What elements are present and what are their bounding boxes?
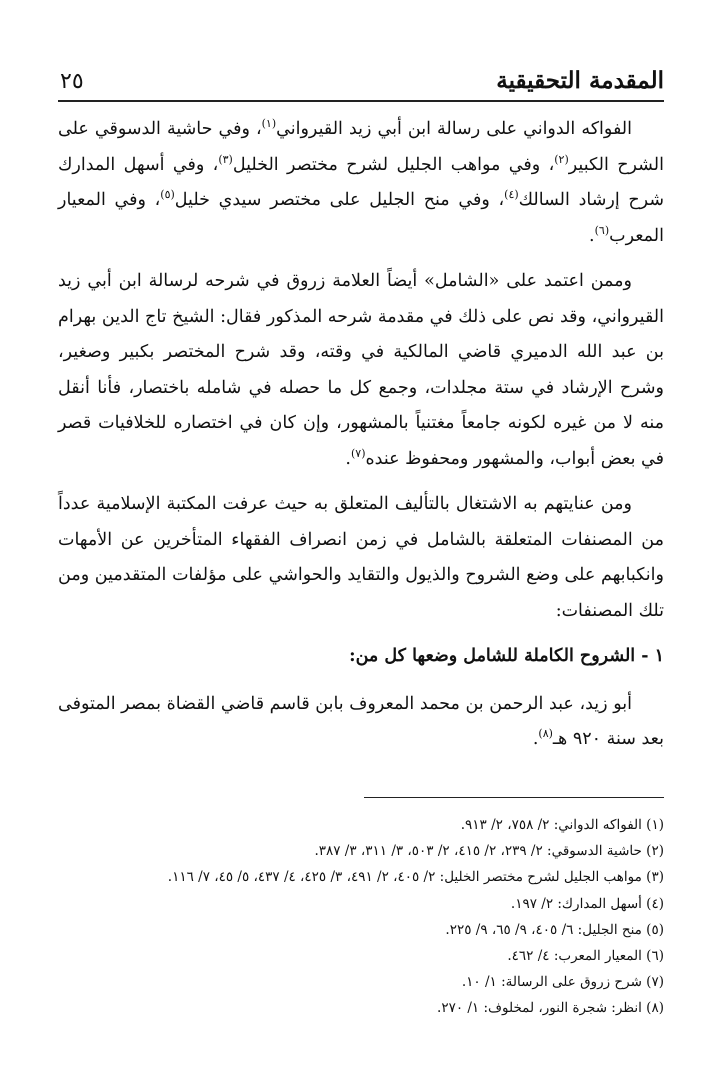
paragraph-1: الفواكه الدواني على رسالة ابن أبي زيد القيرواني$^{(١)}$، وفي حاشية الدسوقي على الشرح الكبير$^{(٢)}$، وفي مواهب الجليل لشرح مختصر الخليل$^{(٣)}$، وفي أسهل المدارك شرح إرشاد السالك$^{(٤)}$، وفي منح الجليل على مختصر سيدي خليل$^{(٥)}$، وفي المعيار المعرب$^{(٦)}$. — [58, 117, 665, 246]
header-divider — [58, 100, 664, 102]
footnote-ref-7: (٧) — [351, 446, 366, 460]
footnote-ref-6: (٦) — [594, 223, 610, 237]
paragraph-4: أبو زيد، عبد الرحمن بن محمد المعروف بابن قاسم قاضي القضاة بمصر المتوفى بعد سنة ٩٢٠ هـ$^{(٨)}$. — [58, 693, 664, 749]
main-text — [58, 112, 664, 768]
running-title: المقدمة التحقيقية — [496, 67, 664, 94]
footnote-3: (٣) مواهب الجليل لشرح مختصر الخليل: ٢/ ٤٠٥، ٢/ ٤٩١، ٣/ ٤٢٥، ٤/ ٤٣٧، ٥/ ٤٥، ٧/ ١١٦. — [167, 869, 664, 886]
page-header — [60, 58, 664, 94]
paragraph-2: وممن اعتمد على «الشامل» أيضاً العلامة زروق في شرحه لرسالة ابن أبي زيد القيرواني، وقد نص على ذلك في مقدمة شرحه المذكور فقال: الشيخ تاج الدين بهرام بن عبد الله الدميري قاضي المالكية في وقته، وقد شرح المختصر بكبير وصغير، وشرح الإرشاد في ستة مجلدات، وجمع كل ما حصله في شامله باختصار، فأنا أنقل منه لا من غيره لكونه جامعاً مغتنياً بالمشهور، وإن كان في اختصاره للخلافيات قصر في بعض أبواب، والمشهور ومحفوظ عنده$^{(٧)}$. — [58, 271, 664, 469]
footnote-7: (٧) شرح زروق على الرسالة: ١/ ١٠. — [461, 974, 664, 991]
footnote-8: (٨) انظر: شجرة النور، لمخلوف: ١/ ٢٧٠. — [437, 1000, 664, 1017]
footnote-1: (١) الفواكه الدواني: ٢/ ٧٥٨، ٢/ ٩١٣. — [460, 817, 664, 833]
footnotes — [58, 812, 664, 1022]
page-number: ٢٥ — [60, 69, 84, 94]
list-item-heading: ١ - الشروح الكاملة للشامل وضعها كل من: — [349, 646, 664, 666]
footnote-ref-3: (٣) — [218, 152, 233, 166]
footnote-4: (٤) أسهل المدارك: ٢/ ١٩٧. — [510, 895, 664, 912]
footnote-ref-1: (١) — [261, 117, 277, 131]
footnote-2: (٢) حاشية الدسوقي: ٢/ ٢٣٩، ٢/ ٤١٥، ٢/ ٥٠٣، ٣/ ٣١١، ٣/ ٣٨٧. — [314, 843, 664, 860]
footnote-ref-5: (٥) — [160, 188, 175, 202]
paragraph-3: ومن عنايتهم به الاشتغال بالتأليف المتعلق به حيث عرفت المكتبة الإسلامية عدداً من المصنفات المتعلقة بالشامل في زمن انصراف الفقهاء المتأخرين عن الأمهات وانكبابهم على وضع الشروح والذيول والتقايد والحواشي على مؤلفات المتقدمين ومن تلك المصنفات: — [58, 494, 664, 621]
footnote-ref-8: (٨) — [538, 727, 553, 741]
footnote-divider — [364, 797, 664, 798]
footnote-ref-2: (٢) — [554, 152, 569, 166]
footnote-6: (٦) المعيار المعرب: ٤/ ٤٦٢. — [507, 948, 664, 965]
footnote-ref-4: (٤) — [504, 188, 519, 202]
footnote-5: (٥) منح الجليل: ٦/ ٤٠٥، ٩/ ٦٥، ٩/ ٢٢٥. — [445, 921, 664, 938]
